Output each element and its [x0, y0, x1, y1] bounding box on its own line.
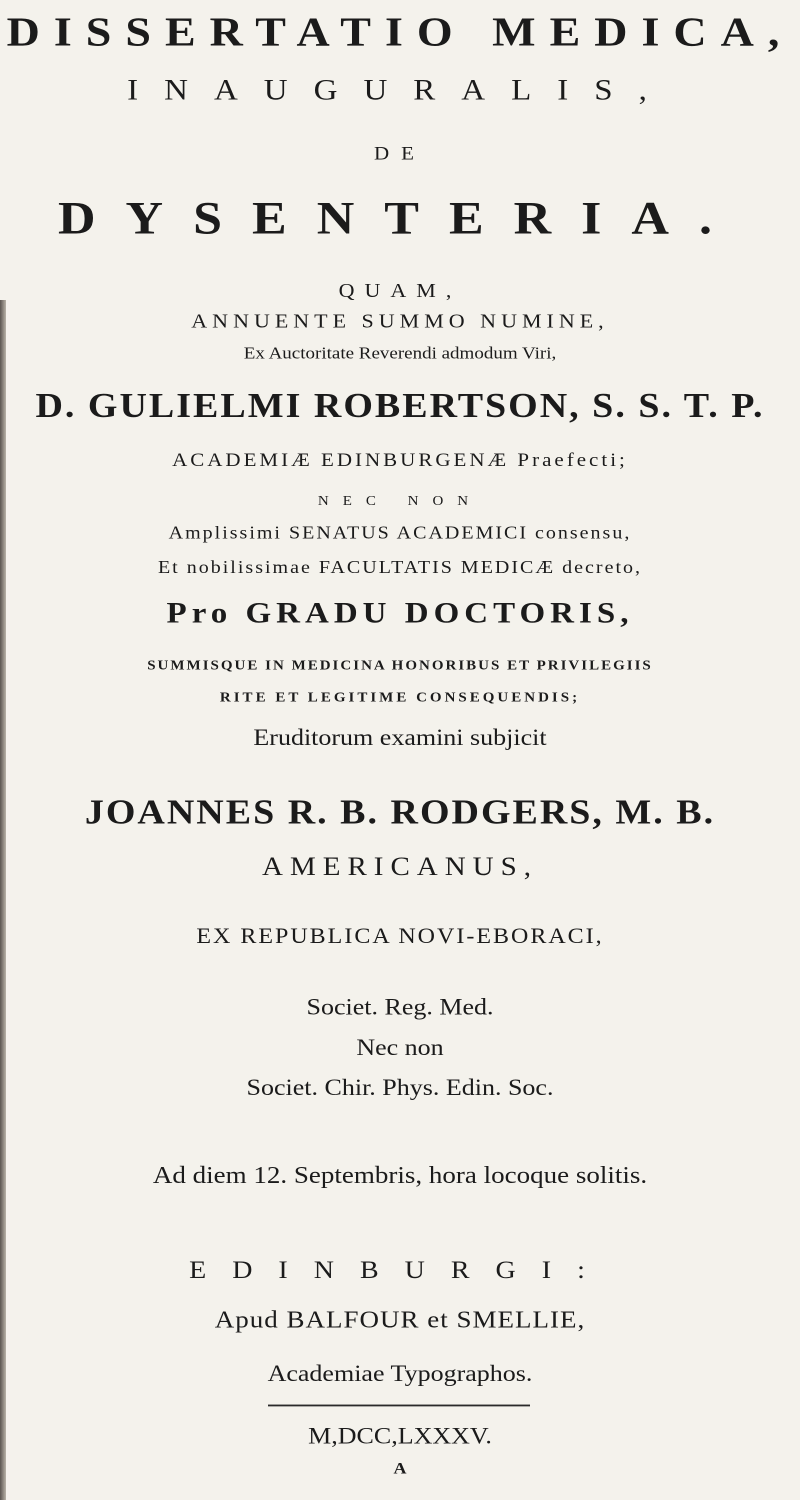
academiae-line: ACADEMIÆ EDINBURGENÆ Praefecti;	[172, 448, 628, 471]
principal-name: D. GULIELMI ROBERTSON, S. S. T. P.	[35, 387, 765, 426]
nec-non-line: Nec non	[356, 1034, 444, 1061]
imprint-year: M,DCC,LXXXV.	[308, 1422, 492, 1449]
eruditorum-line: Eruditorum examini subjicit	[253, 724, 547, 751]
pro-gradu-line: Pro GRADU DOCTORIS,	[166, 597, 634, 630]
quam-line: QUAM,	[338, 278, 462, 302]
summisque-line: SUMMISQUE IN MEDICINA HONORIBUS ET PRIVILEGIIS	[147, 658, 653, 674]
imprint-printers: Apud BALFOUR et SMELLIE,	[214, 1305, 586, 1334]
imprint-city: EDINBURGI:	[189, 1256, 611, 1285]
defense-date-line: Ad diem 12. Septembris, hora locoque solitis.	[152, 1161, 648, 1189]
author-origin: EX REPUBLICA NOVI-EBORACI,	[196, 924, 604, 949]
signature-mark: A	[393, 1458, 407, 1477]
facultatis-line: Et nobilissimae FACULTATIS MEDICÆ decreto,	[157, 557, 643, 578]
nec-non-caps-line: NEC NON	[317, 494, 483, 509]
dissertation-subtitle: INAUGURALIS,	[127, 74, 673, 107]
dissertation-title: DISSERTATIO MEDICA,	[6, 8, 794, 55]
rite-line: RITE ET LEGITIME CONSEQUENDIS;	[219, 690, 581, 705]
society-reg-med: Societ. Reg. Med.	[306, 993, 494, 1020]
author-nationality: AMERICANUS,	[262, 852, 538, 882]
preposition-de: DE	[374, 142, 426, 164]
author-name: JOANNES R. B. RODGERS, M. B.	[84, 793, 716, 832]
auctoritate-line: Ex Auctoritate Reverendi admodum Viri,	[243, 343, 557, 363]
senatus-line: Amplissimi SENATUS ACADEMICI consensu,	[168, 523, 632, 543]
society-chir-phys: Societ. Chir. Phys. Edin. Soc.	[246, 1074, 554, 1101]
imprint-rule	[268, 1405, 530, 1407]
annuente-line: ANNUENTE SUMMO NUMINE,	[191, 309, 609, 333]
imprint-role: Academiae Typographos.	[267, 1360, 533, 1387]
dissertation-topic: DYSENTERIA.	[58, 192, 742, 245]
